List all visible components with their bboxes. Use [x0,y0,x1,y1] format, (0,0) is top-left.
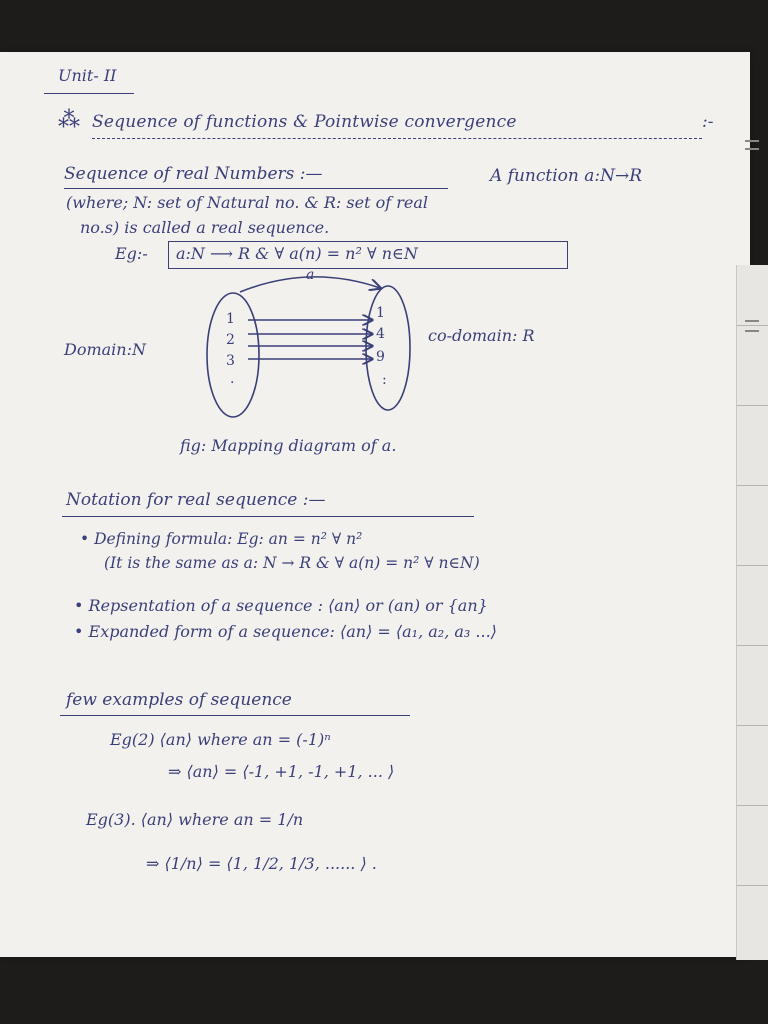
codomain-item: : [382,372,387,388]
notation-bullet: (It is the same as a: N → R & ∀ a(n) = n² ∀ n∈N) [104,554,480,572]
domain-item: 1 [226,311,235,327]
notation-bullet: • Repsentation of a sequence : ⟨an⟩ or (an) or {an} [74,596,488,615]
definition-text-1: A function a:N→R [490,166,643,186]
example-label: Eg:- [115,244,148,263]
domain-item: 3 [226,353,235,369]
definition-text-3: no.s) is called a real sequence. [80,218,330,237]
title-tail: :- [702,112,714,132]
example-3: Eg(3). ⟨an⟩ where an = 1/n [86,810,304,829]
notation-bullet: • Expanded form of a sequence: ⟨an⟩ = ⟨a₁, a₂, a₃ ...⟩ [74,622,497,641]
definition-heading: Sequence of real Numbers :— [64,164,323,184]
domain-item: . [230,371,235,387]
codomain-item: 4 [376,326,385,342]
codomain-item: 1 [376,305,385,321]
adjacent-page-edge [736,265,768,960]
example-2: Eg(2) ⟨an⟩ where an = (-1)ⁿ [110,730,331,749]
binding-mark [745,320,759,322]
domain-item: 2 [226,332,235,348]
codomain-ellipse [366,286,410,410]
codomain-item: 9 [376,349,385,365]
unit-label: Unit- II [58,66,117,85]
page-title: Sequence of functions & Pointwise convergence [92,112,517,132]
codomain-label: co-domain: R [428,326,535,345]
examples-heading-underline [60,715,410,716]
arrow-label: a [306,267,315,283]
formula-text: a:N ⟶ R & ∀ a(n) = n² ∀ n∈N [176,244,418,263]
example-3-result: ⇒ ⟨1/n⟩ = ⟨1, 1/2, 1/3, ...... ⟩ . [146,854,377,873]
binding-mark [745,330,759,332]
notation-bullet: • Defining formula: Eg: an = n² ∀ n² [80,530,363,548]
title-mark: ⁂ [58,108,80,133]
binding-mark [745,140,759,142]
title-underline [92,138,702,139]
example-2-result: ⇒ ⟨an⟩ = ⟨-1, +1, -1, +1, ... ⟩ [168,762,395,781]
binding-mark [745,148,759,150]
notation-heading-underline [62,516,474,517]
examples-heading: few examples of sequence [66,690,292,710]
diagram-caption: fig: Mapping diagram of a. [180,436,397,455]
unit-underline [44,93,134,94]
domain-label: Domain:N [64,340,146,359]
definition-heading-underline [64,188,448,189]
definition-text-2: (where; N: set of Natural no. & R: set of real [66,193,428,212]
notation-heading: Notation for real sequence :— [66,490,326,510]
